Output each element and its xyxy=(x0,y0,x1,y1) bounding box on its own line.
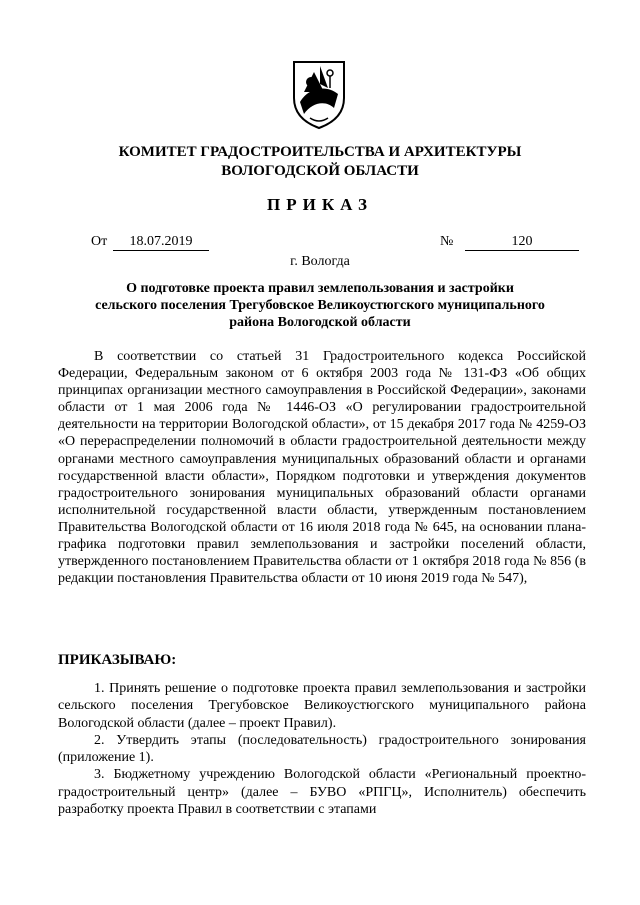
date-value: 18.07.2019 xyxy=(113,234,209,251)
organization-line-2: ВОЛОГОДСКОЙ ОБЛАСТИ xyxy=(221,163,419,179)
city: г. Вологда xyxy=(290,254,350,269)
number-label: № xyxy=(440,234,454,249)
document-type: ПРИКАЗ xyxy=(267,195,373,214)
preamble-paragraph: В соответствии со статьей 31 Градостроительного кодекса Российской Федерации, Федеральным законом от 6 октября 2003 года № 131-ФЗ «Об общих принципах организации местного самоуправления в Российской Федерации», законами области от 1 мая 2006 года № 1446-ОЗ «О регулировании градостроительной деятельности на территории Вологодской области», от 15 декабря 2017 года № 4259-ОЗ «О перераспределении полномочий в области градостроительной деятельности между органами местного самоуправления муниципальных образований области и органами государственной власти области», Порядком подготовки и утверждения документов градостроительного зонирования муниципальных образований области органами исполнительной государственной власти области, утвержденным постановлением Правительства Вологодской области от 16 июля 2018 года № 645, на основании плана-графика подготовки правил землепользования и застройки поселений области, утвержденного постановлением Правительства области от 1 октября 2018 года № 856 (в редакции постановления Правительства области от 10 июня 2019 года № 547), xyxy=(58,349,586,587)
number-value: 120 xyxy=(465,234,579,251)
organization-line-1: КОМИТЕТ ГРАДОСТРОИТЕЛЬСТВА И АРХИТЕКТУРЫ xyxy=(118,144,522,160)
title-line-2: сельского поселения Трегубовское Великоустюгского муниципального xyxy=(95,298,545,313)
order-items xyxy=(58,680,586,818)
order-item-2: 2. Утвердить этапы (последовательность) градостроительного зонирования (приложение 1). xyxy=(58,732,586,766)
title-line-1: О подготовке проекта правил землепользования и застройки xyxy=(126,281,514,296)
order-heading: ПРИКАЗЫВАЮ: xyxy=(58,652,177,668)
coat-of-arms-icon xyxy=(290,58,348,130)
document-title xyxy=(60,280,580,331)
date-label: От xyxy=(91,234,108,249)
organization-name xyxy=(40,143,600,181)
order-item-3: 3. Бюджетному учреждению Вологодской области «Региональный проектно-градостроительный центр» (далее – БУВО «РПГЦ», Исполнитель) обеспечить разработку проекта Правил в соответствии с этапами xyxy=(58,767,586,818)
preamble xyxy=(58,348,586,587)
title-line-3: района Вологодской области xyxy=(229,315,411,330)
order-item-1: 1. Принять решение о подготовке проекта правил землепользования и застройки сельского поселения Трегубовское Великоустюгского муниципального района Вологодской области (далее – проект Правил). xyxy=(58,681,586,731)
